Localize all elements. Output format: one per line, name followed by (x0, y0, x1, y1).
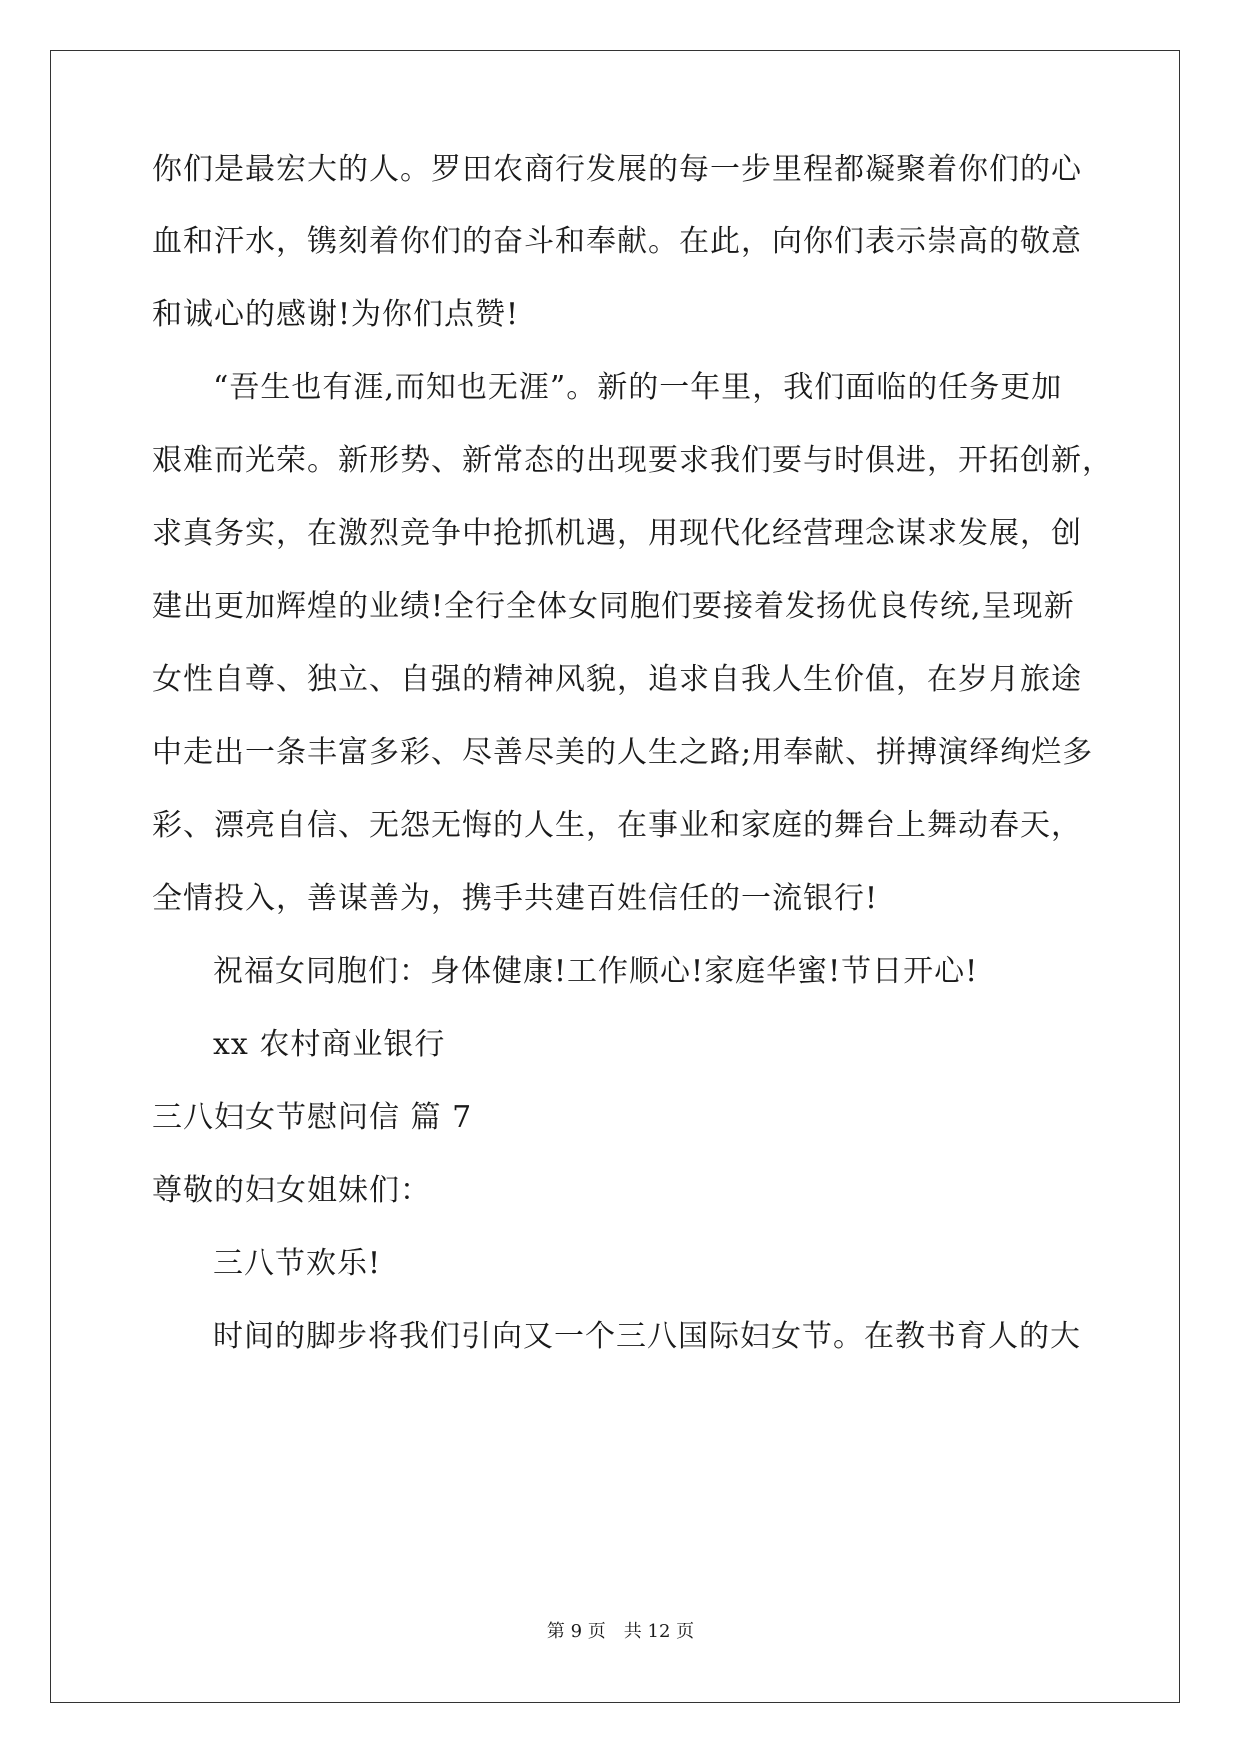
page-footer (0, 1620, 1241, 1644)
text-line: 建出更加辉煌的业绩!全行全体女同胞们要接着发扬优良传统,呈现新 (152, 589, 1075, 624)
page-number: 第 9 页 (546, 1621, 606, 1642)
salutation-line: 尊敬的妇女姐妹们： (152, 1173, 431, 1208)
text-line: 求真务实，在激烈竞争中抢抓机遇，用现代化经营理念谋求发展，创 (152, 516, 1082, 551)
text-line: 女性自尊、独立、自强的精神风貌，追求自我人生价值，在岁月旅途 (152, 662, 1082, 697)
text-line: 你们是最宏大的人。罗田农商行发展的每一步里程都凝聚着你们的心 (152, 152, 1082, 187)
text-line: 艰难而光荣。新形势、新常态的出现要求我们要与时俱进，开拓创新， (152, 443, 1113, 478)
blessing-line: 祝福女同胞们：身体健康!工作顺心!家庭华蜜!节日开心! (213, 954, 979, 989)
section-heading: 三八妇女节慰问信 篇 7 (152, 1100, 473, 1135)
page-total: 共 12 页 (623, 1621, 695, 1642)
text-line: 和诚心的感谢!为你们点赞! (152, 297, 520, 332)
paragraph-start-line: “吾生也有涯,而知也无涯”。新的一年里，我们面临的任务更加 (213, 370, 1063, 405)
greeting-line: 三八节欢乐! (213, 1246, 382, 1281)
text-line: 彩、漂亮自信、无怨无悔的人生，在事业和家庭的舞台上舞动春天， (152, 808, 1082, 843)
text-line: 中走出一条丰富多彩、尽善尽美的人生之路;用奉献、拼搏演绎绚烂多 (152, 735, 1094, 770)
paragraph-start-line: 时间的脚步将我们引向又一个三八国际妇女节。在教书育人的大 (213, 1319, 1081, 1354)
signature-line: xx 农村商业银行 (213, 1027, 446, 1062)
text-line: 全情投入，善谋善为，携手共建百姓信任的一流银行! (152, 881, 879, 916)
text-line: 血和汗水，镌刻着你们的奋斗和奉献。在此，向你们表示崇高的敬意 (152, 224, 1082, 259)
